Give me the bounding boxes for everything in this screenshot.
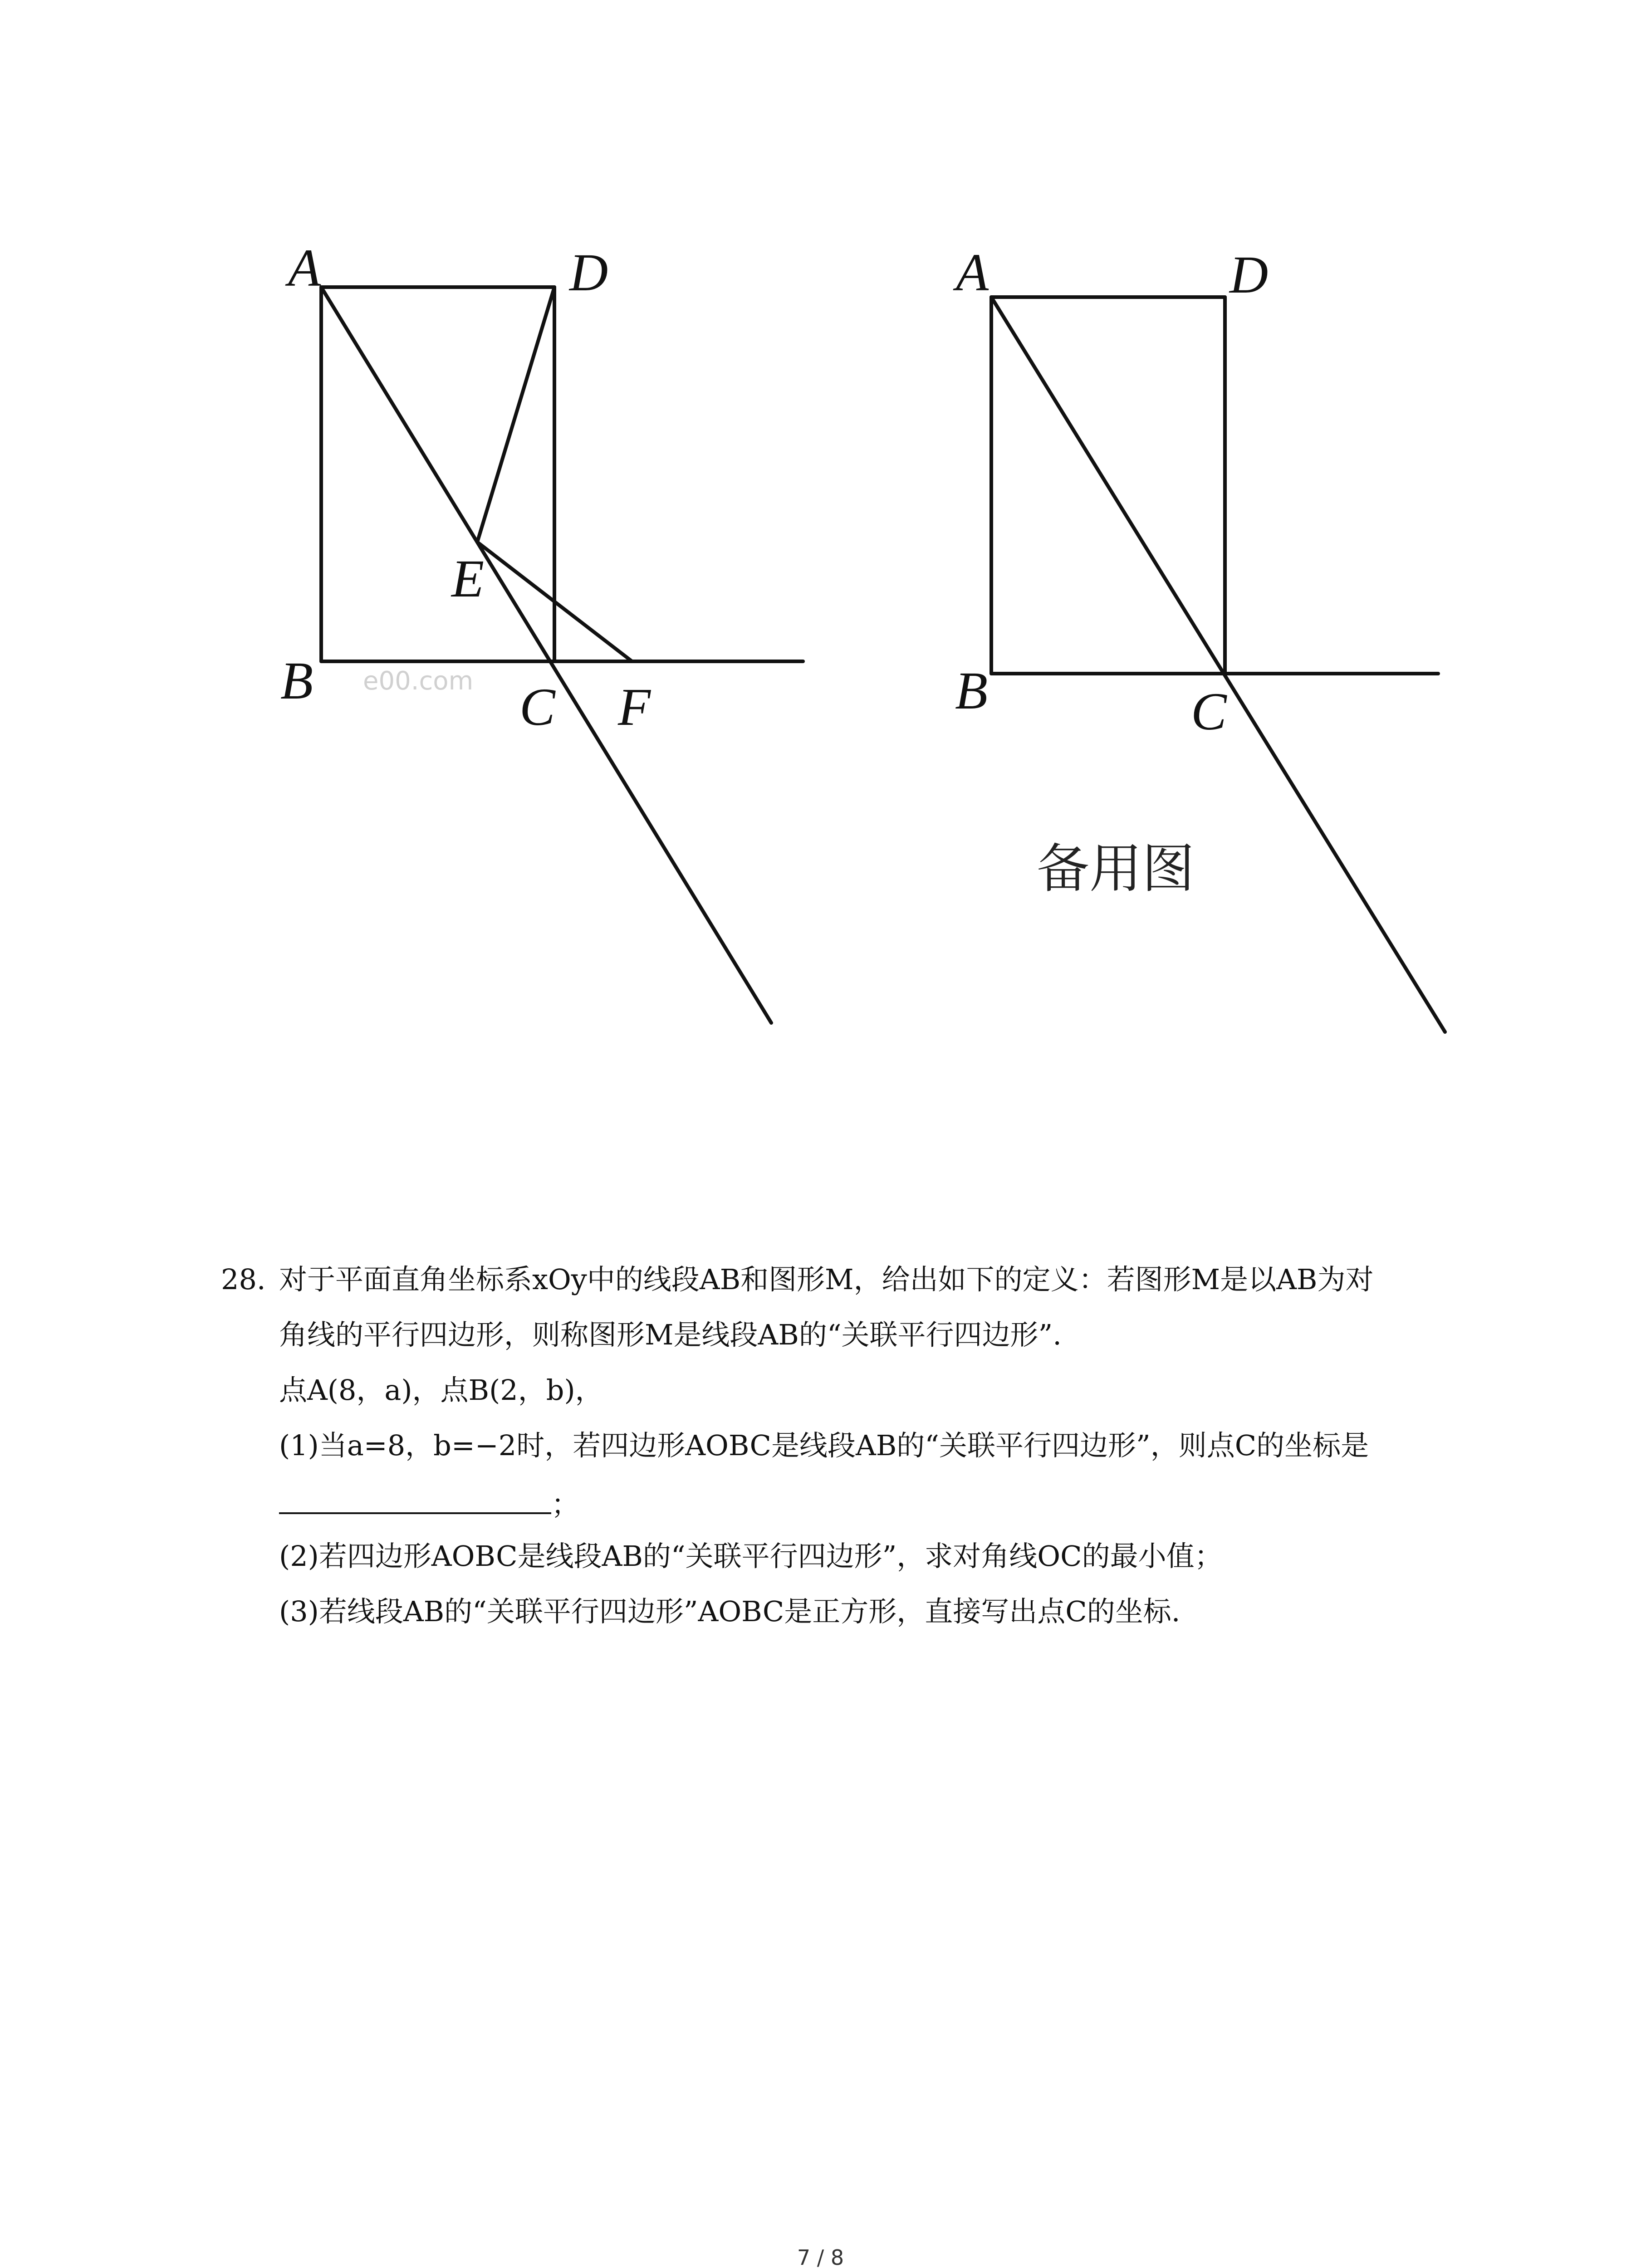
segment-DE [477, 287, 554, 542]
points-line [221, 1363, 1446, 1418]
question-text-2: 角线的平行四边形，则称图形M是线段AB的“关联平行四边形”. [279, 1318, 1062, 1351]
answer-blank[interactable] [279, 1473, 551, 1514]
part-1-text: (1)当a=8，b=−2时，若四边形AOBC是线段AB的“关联平行四边形”，则点C的坐标是 [279, 1429, 1369, 1462]
label-B: B [955, 661, 988, 720]
question-line-1 [221, 1252, 1446, 1307]
diagonal-AC-extended [321, 287, 771, 1023]
part-2-text: (2)若四边形AOBC是线段AB的“关联平行四边形”，求对角线OC的最小值； [279, 1540, 1223, 1573]
points-text: 点A(8，a)，点B(2，b)， [279, 1374, 603, 1407]
part-3-text: (3)若线段AB的“关联平行四边形”AOBC是正方形，直接写出点C的坐标. [279, 1595, 1181, 1628]
question-number: 28. [221, 1263, 266, 1296]
label-D: D [1230, 245, 1269, 304]
label-A: A [956, 243, 989, 302]
label-D: D [569, 243, 608, 302]
part-1-line [221, 1418, 1446, 1473]
diagonal-AC-extended [991, 297, 1445, 1032]
answer-blank-end: ； [551, 1488, 580, 1521]
label-E: E [451, 549, 485, 608]
spare-figure-caption: 备用图 [1037, 838, 1195, 899]
part-3-line [221, 1584, 1446, 1639]
label-C: C [1191, 682, 1227, 741]
question-28 [221, 1252, 1446, 1639]
question-text-1: 对于平面直角坐标系xOy中的线段AB和图形M，给出如下的定义：若图形M是以AB为对 [279, 1263, 1374, 1296]
label-C: C [519, 677, 555, 737]
watermark: e00.com [363, 666, 474, 696]
label-A: A [288, 238, 321, 298]
question-line-2 [221, 1307, 1446, 1363]
answer-blank-line [221, 1473, 1446, 1529]
page-number: 7 / 8 [797, 2245, 844, 2268]
label-B: B [280, 651, 314, 710]
figure-spare [953, 243, 1445, 1032]
figure-main [280, 238, 803, 1023]
label-F: F [618, 677, 651, 737]
part-2-line [221, 1529, 1446, 1584]
